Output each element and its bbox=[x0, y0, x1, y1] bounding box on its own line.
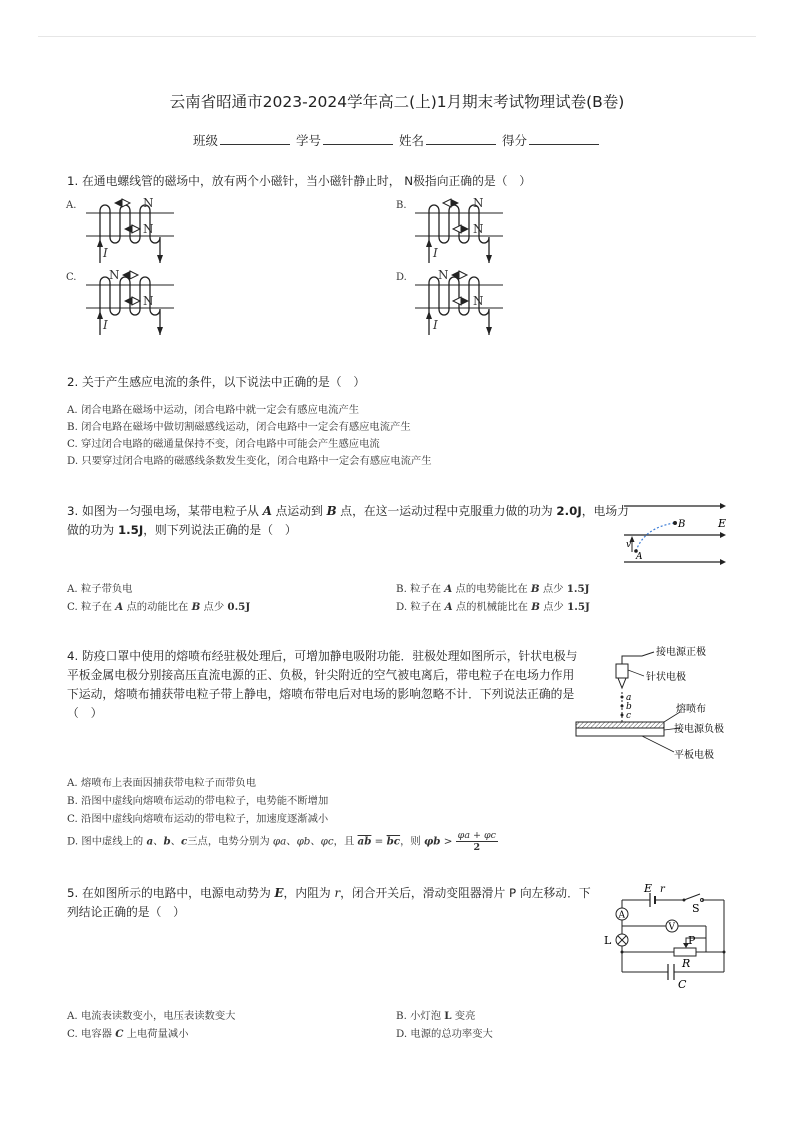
q3-work-field: 1.5J bbox=[117, 523, 144, 537]
q4-electret-figure bbox=[572, 640, 732, 765]
q3-option-c-text2: 点的动能比在 bbox=[123, 601, 192, 613]
q4-d-text3: ，且 bbox=[333, 835, 358, 848]
q4-fig-needle-label: 针状电极 bbox=[646, 672, 686, 683]
q4-d-seg-bc: $\overline{bc}$ bbox=[386, 835, 401, 848]
q1-option-c-label[interactable]: C. bbox=[66, 272, 77, 283]
q4-option-c[interactable]: C. 沿图中虚线向熔喷布运动的带电粒子，加速度逐渐减小 bbox=[67, 813, 329, 825]
q1-option-b-figure bbox=[415, 199, 503, 263]
q4-d-text1: D. 图中虚线上的 bbox=[67, 835, 147, 848]
q5-fig-r-rheostat-label: R bbox=[682, 957, 691, 970]
id-blank[interactable] bbox=[323, 132, 393, 145]
q5-stem-line1 bbox=[67, 884, 591, 903]
q3-text-1: 3. 如图为一匀强电场，某带电粒子从 bbox=[67, 504, 263, 518]
q4-stem-line3: 下运动，熔喷布捕获带电粒子带上静电，熔喷布带电后对电场的影响忽略不计．下列说法正确的是 bbox=[67, 687, 575, 701]
q4-d-a: a bbox=[146, 835, 154, 848]
q2-option-b[interactable]: B. 闭合电路在磁场中做切割磁感线运动，闭合电路中一定会有感应电流产生 bbox=[67, 421, 411, 433]
q3-text-4: ，电场力 bbox=[581, 504, 629, 518]
q3-stem-line2 bbox=[67, 521, 297, 540]
q4-fig-a-label: a bbox=[626, 693, 632, 703]
q1-a-n-inner: N bbox=[143, 222, 154, 236]
q3-option-d-point-a: A bbox=[444, 601, 453, 613]
q3-fig-v-label: v bbox=[626, 540, 632, 550]
q5-emf: E bbox=[274, 886, 284, 900]
q4-option-a[interactable]: A. 熔喷布上表面因捕获带电粒子而带负电 bbox=[67, 777, 257, 789]
q3-stem-line1 bbox=[67, 502, 629, 521]
q3-option-c-value: 0.5J bbox=[227, 601, 251, 613]
q3-option-c-point-a: A bbox=[115, 601, 124, 613]
q5-fig-s-label: S bbox=[692, 902, 700, 915]
q1-b-n-top: N bbox=[473, 196, 484, 210]
q4-d-numerator: φa + φc bbox=[457, 830, 496, 841]
q5-option-c-text2: 上电荷量减小 bbox=[123, 1028, 189, 1040]
q2-option-d[interactable]: D. 只要穿过闭合电路的磁感线条数发生变化，闭合电路中一定会有感应电流产生 bbox=[67, 455, 432, 467]
class-label: 班级 bbox=[192, 133, 218, 148]
q5-option-b-lamp: L bbox=[444, 1010, 452, 1022]
q3-point-b: B bbox=[326, 504, 337, 518]
q1-b-n-inner: N bbox=[473, 222, 484, 236]
q4-fig-neg-label: 接电源负极 bbox=[674, 724, 724, 735]
q4-d-text2: 三点，电势分别为 bbox=[187, 835, 273, 848]
q5-fig-voltmeter-label: V bbox=[668, 922, 675, 933]
q3-option-b-text3: 点少 bbox=[539, 583, 567, 595]
q3-option-d-text3: 点少 bbox=[539, 601, 568, 613]
q3-option-d-point-b: B bbox=[531, 601, 540, 613]
q4-d-c: c bbox=[180, 835, 188, 848]
id-label: 学号 bbox=[295, 133, 321, 148]
q1-c-current-label: I bbox=[103, 318, 108, 332]
q3-text-3: 点，在这一运动过程中克服重力做的功为 bbox=[336, 504, 557, 518]
q3-fig-a-label: A bbox=[636, 552, 643, 562]
q4-d-sep2: 、 bbox=[170, 835, 181, 848]
q5-text-1: 5. 在如图所示的电路中，电源电动势为 bbox=[67, 886, 275, 900]
q5-option-c-cap: C bbox=[115, 1028, 124, 1040]
q4-d-phi-a: φa bbox=[272, 835, 287, 848]
q3-option-c[interactable] bbox=[67, 598, 250, 613]
q5-fig-p-label: P bbox=[688, 934, 696, 947]
q4-fig-plate-label: 平板电极 bbox=[674, 750, 714, 761]
q3-option-b[interactable] bbox=[396, 580, 590, 595]
q1-d-n-inner: N bbox=[473, 294, 484, 308]
q4-d-phi-b: φb bbox=[296, 835, 311, 848]
q5-option-c[interactable] bbox=[67, 1025, 189, 1040]
q3-option-a[interactable]: A. 粒子带负电 bbox=[67, 583, 133, 595]
q1-d-current-label: I bbox=[433, 318, 438, 332]
page-title: 云南省昭通市2023-2024学年高二(上)1月期末考试物理试卷(B卷) bbox=[169, 93, 625, 111]
q5-stem-line2: 列结论正确的是（ ） bbox=[67, 905, 185, 919]
q4-option-d[interactable]: D. 图中虚线上的 a、b、c三点，电势分别为 φa、φb、φc，且 $\overline{ab} = \overline{bc}$，则 φb > $\frac{\varphi a + \varphi c}{2}$ bbox=[67, 830, 496, 853]
q5-option-b-text2: 变亮 bbox=[451, 1010, 476, 1022]
q3-fig-e-label: E bbox=[718, 517, 727, 530]
q1-option-b-label[interactable]: B. bbox=[396, 200, 407, 211]
q5-fig-lamp-label: L bbox=[604, 934, 612, 947]
q1-option-a-figure bbox=[86, 199, 174, 263]
q5-option-d[interactable]: D. 电源的总功率变大 bbox=[396, 1028, 493, 1040]
q3-option-b-text2: 点的电势能比在 bbox=[452, 583, 531, 595]
q5-fig-ammeter-label: A bbox=[618, 910, 625, 921]
q3-option-d-value: 1.5J bbox=[567, 601, 590, 613]
q1-c-n-top: N bbox=[109, 268, 120, 282]
q4-stem-line2: 平板金属电极分别接高压直流电源的正、负极，针尖附近的空气被电离后，带电粒子在电场力作用 bbox=[67, 668, 575, 682]
q4-option-b[interactable]: B. 沿图中虚线向熔喷布运动的带电粒子，电势能不断增加 bbox=[67, 795, 329, 807]
q3-option-c-text1: C. 粒子在 bbox=[67, 601, 116, 613]
q4-stem-line4: （ ） bbox=[67, 706, 103, 720]
q5-fig-c-label: C bbox=[678, 978, 687, 990]
q1-option-d-figure bbox=[415, 271, 503, 335]
q1-c-n-inner: N bbox=[143, 294, 154, 308]
q4-d-sep1: 、 bbox=[153, 835, 164, 848]
q5-fig-e-label: E bbox=[644, 882, 653, 895]
q3-text-6: ，则下列说法正确的是（ ） bbox=[143, 523, 297, 537]
q4-d-phi-c: φc bbox=[320, 835, 334, 848]
q3-option-d-text1: D. 粒子在 bbox=[396, 601, 445, 613]
q1-stem: 1. 在通电螺线管的磁场中，放有两个小磁针，当小磁针静止时， N极指向正确的是（ ） bbox=[67, 174, 532, 188]
q5-option-c-text1: C. 电容器 bbox=[67, 1028, 116, 1040]
name-blank[interactable] bbox=[426, 132, 496, 145]
q5-text-3: ，闭合开关后，滑动变阻器滑片 P 向左移动．下 bbox=[340, 886, 591, 900]
q5-circuit-figure bbox=[602, 880, 742, 990]
score-label: 得分 bbox=[501, 133, 527, 148]
q3-fig-b-label: B bbox=[678, 519, 686, 530]
q5-text-2: ，内阻为 bbox=[283, 886, 335, 900]
top-divider bbox=[38, 36, 756, 37]
q3-text-5: 做的功为 bbox=[67, 523, 118, 537]
student-info-line bbox=[0, 131, 794, 149]
q4-d-eq: = bbox=[371, 835, 387, 848]
q3-option-d-text2: 点的机械能比在 bbox=[452, 601, 532, 613]
q1-option-a-label[interactable]: A. bbox=[66, 200, 77, 211]
q3-option-d[interactable] bbox=[396, 598, 590, 613]
q1-b-current-label: I bbox=[433, 246, 438, 260]
q4-d-gt: > bbox=[440, 835, 456, 848]
q1-a-current-label: I bbox=[103, 246, 108, 260]
q5-fig-r-label: r bbox=[660, 884, 665, 895]
q3-option-b-point-a: A bbox=[444, 583, 453, 595]
q4-fig-cloth-label: 熔喷布 bbox=[676, 704, 706, 715]
q4-d-seg-ab: $\overline{ab}$ bbox=[357, 835, 372, 848]
q2-option-a[interactable]: A. 闭合电路在磁场中运动，闭合电路中就一定会有感应电流产生 bbox=[67, 404, 359, 416]
q3-work-gravity: 2.0J bbox=[556, 504, 582, 518]
q4-stem-line1: 4. 防疫口罩中使用的熔喷布经驻极处理后，可增加静电吸附功能．驻极处理如图所示，针状电极与 bbox=[67, 649, 578, 663]
q3-text-2: 点运动到 bbox=[271, 504, 327, 518]
q2-stem: 2. 关于产生感应电流的条件，以下说法中正确的是（ ） bbox=[67, 375, 366, 389]
name-label: 姓名 bbox=[398, 133, 424, 148]
q3-field-figure bbox=[622, 500, 742, 570]
q5-option-b[interactable] bbox=[396, 1007, 475, 1022]
q3-option-b-value: 1.5J bbox=[566, 583, 590, 595]
q4-fig-c-label: c bbox=[626, 711, 632, 721]
q1-d-n-top: N bbox=[438, 268, 449, 282]
q4-d-text4: ，则 bbox=[400, 835, 424, 848]
q2-option-c[interactable]: C. 穿过闭合电路的磁通量保持不变，闭合电路中可能会产生感应电流 bbox=[67, 438, 380, 450]
q5-option-b-text1: B. 小灯泡 bbox=[396, 1010, 445, 1022]
q3-point-a: A bbox=[262, 504, 272, 518]
q4-d-b: b bbox=[163, 835, 171, 848]
q4-fig-b-label: b bbox=[626, 702, 632, 712]
q1-option-c-figure bbox=[86, 271, 174, 335]
q4-d-fraction bbox=[456, 830, 498, 853]
q1-a-n-top: N bbox=[143, 196, 154, 210]
q4-d-phi-b2: φb bbox=[423, 835, 441, 848]
q4-fig-pos-label: 接电源正极 bbox=[656, 647, 706, 658]
q3-option-b-text1: B. 粒子在 bbox=[396, 583, 445, 595]
q4-d-denominator: 2 bbox=[473, 842, 481, 853]
q1-option-d-label[interactable]: D. bbox=[396, 272, 407, 283]
q3-option-c-text3: 点少 bbox=[200, 601, 228, 613]
q3-option-c-point-b: B bbox=[191, 601, 201, 613]
q3-option-b-point-b: B bbox=[530, 583, 540, 595]
score-blank[interactable] bbox=[529, 132, 599, 145]
class-blank[interactable] bbox=[220, 132, 290, 145]
q5-option-a[interactable]: A. 电流表读数变小，电压表读数变大 bbox=[67, 1010, 236, 1022]
q5-internal-r: r bbox=[334, 886, 341, 900]
